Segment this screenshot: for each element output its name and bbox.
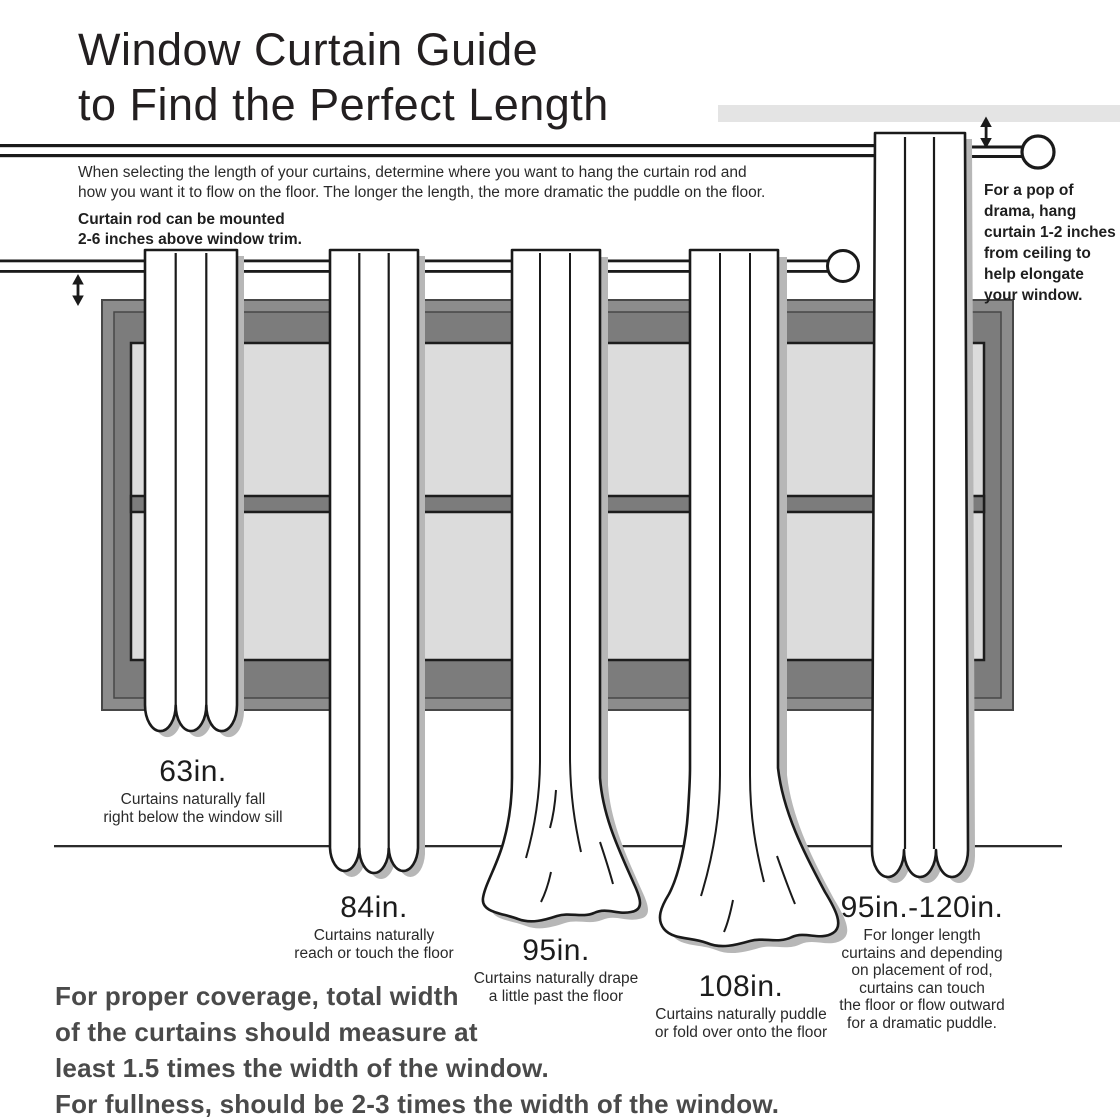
curtain-95-120-length: 95in.-120in. (840, 891, 1004, 924)
curtain-95-desc: Curtains naturally drape a little past the floor (473, 970, 639, 1005)
curtain-84-panel (330, 250, 425, 879)
ceiling-drama-note: For a pop of drama, hang curtain 1-2 inches from ceiling to help elongate your window. (984, 182, 1116, 304)
coverage-note: For proper coverage, total width of the curtains should measure at least 1.5 times the width of the window. For fullness, should be 2-3 times the width of the window. (55, 981, 780, 1119)
intro-text: When selecting the length of your curtains, determine where you want to hang the curtain rod and how you want it to flow on the floor. The longer the length, the more dramatic the puddle on the floor. (78, 164, 766, 201)
curtain-108-length: 108in. (698, 970, 784, 1003)
curtain-84-label (294, 892, 453, 962)
curtain-63-panel (145, 250, 244, 737)
curtain-63-length: 63in. (159, 755, 227, 788)
curtain-84-length: 84in. (340, 891, 408, 924)
ceiling-bar (718, 105, 1120, 122)
curtain-63-label (103, 756, 282, 826)
curtain-95-120-label (839, 892, 1004, 1032)
curtain-108-desc: Curtains naturally puddle or fold over onto the floor (654, 1006, 828, 1041)
curtain-63-desc: Curtains naturally fall right below the window sill (103, 791, 283, 826)
curtain-95-120-panel (872, 133, 975, 883)
trim-gap-arrow-icon (72, 274, 84, 306)
page-title-line: Window Curtain Guide (78, 24, 539, 75)
curtain-84-desc: Curtains naturally reach or touch the floor (294, 927, 454, 962)
ceiling-rod-finial (1022, 136, 1054, 168)
page-title-line: to Find the Perfect Length (78, 79, 609, 130)
window-rod-finial (828, 251, 859, 282)
curtain-95-120-desc: For longer length curtains and depending on placement of rod, curtains can touch the floor or flow outward for a dramatic puddle. (839, 927, 1005, 1032)
curtain-95-length: 95in. (522, 934, 590, 967)
rod-mount-note: Curtain rod can be mounted 2-6 inches above window trim. (78, 211, 302, 248)
page-title (78, 22, 609, 132)
